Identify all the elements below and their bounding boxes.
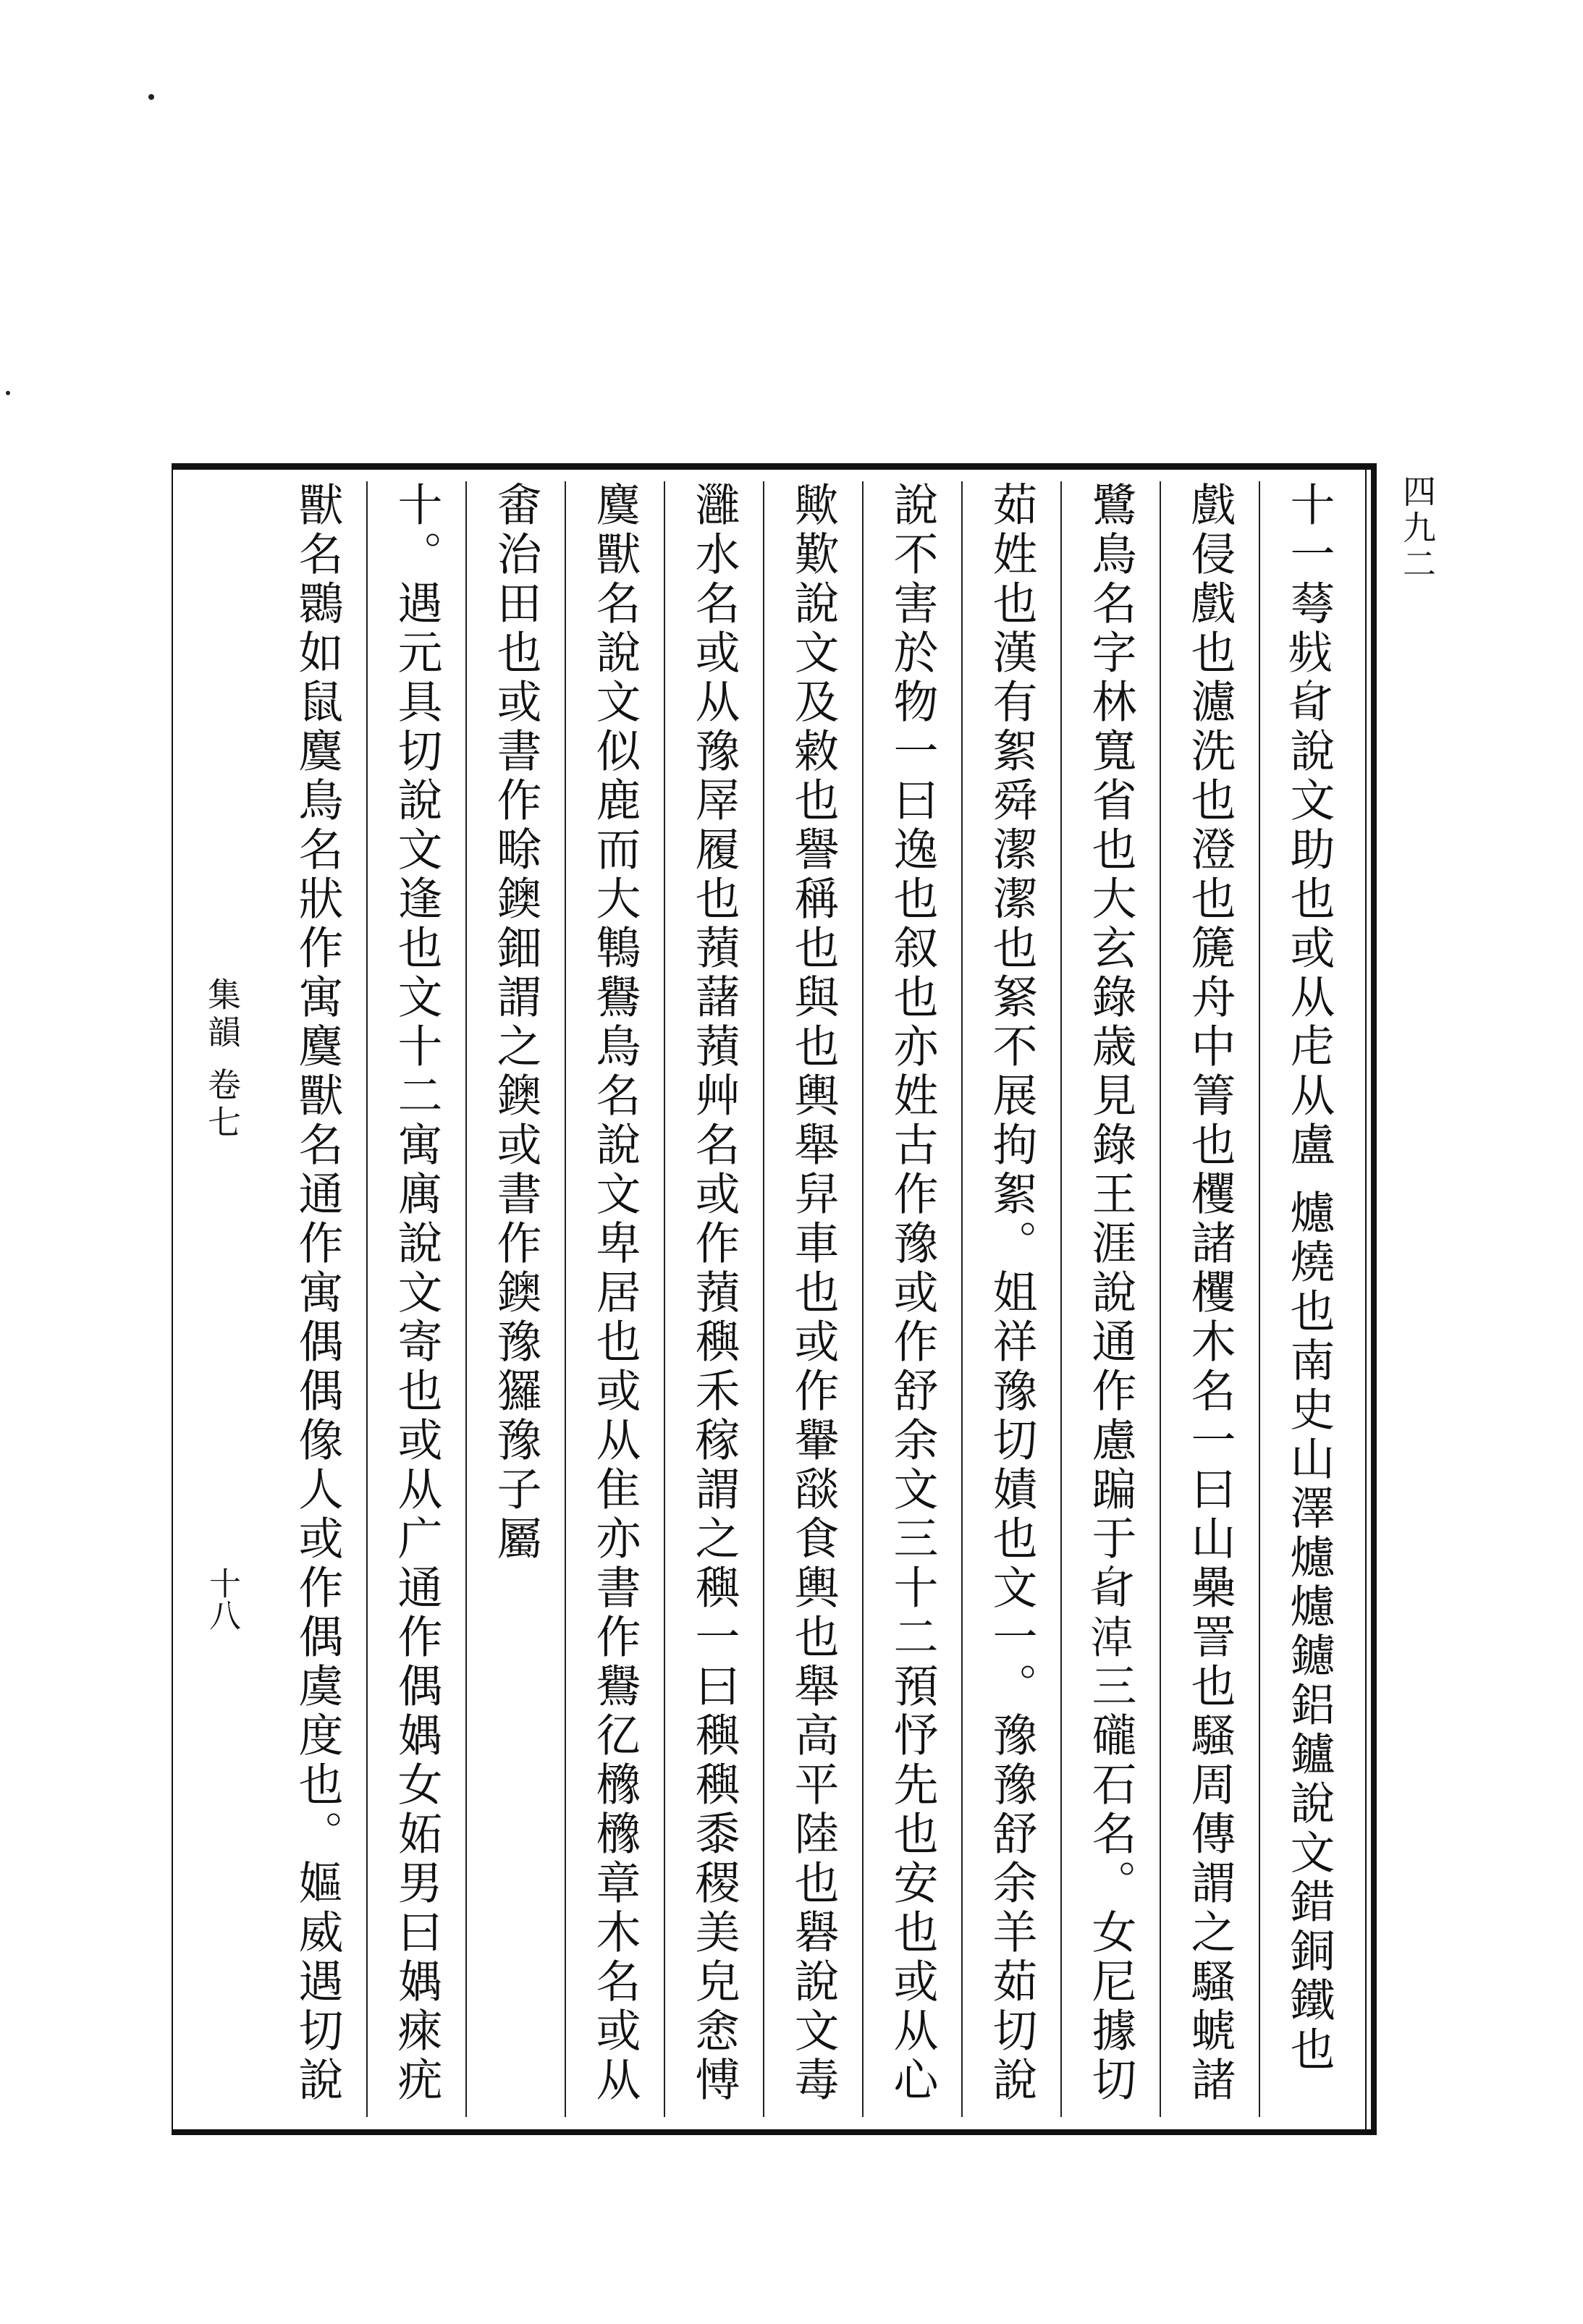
spine-label: 集韻 卷七: [203, 977, 242, 1143]
text-column: 十一䔢𢧁𣅞說文助也或从虍从盧 爈燒也南史山澤爈爈鑢鋁鑪說文錯銅鐵也: [1283, 481, 1335, 2075]
scan-speck: [6, 391, 10, 395]
text-column: 畬治田也或書作畭鐭鈿謂之鐭或書作鐭豫玀豫子屬: [467, 481, 566, 2117]
text-columns: [182, 481, 1358, 2117]
spine-fold-number: 十八: [203, 1567, 240, 1631]
text-column: 十。遇元具切說文逢也文十二寓庽說文寄也或从广通作偶媀女妬男曰媀㾢疣: [368, 481, 467, 2117]
text-column: 麌獸名說文似鹿而大鶽鸒鳥名說文卑居也或从隹亦書作鸒𢒼櫲櫲章木名或从: [566, 481, 665, 2117]
scan-speck: [148, 94, 154, 100]
text-column: 獸名䴉如鼠麌鳥名狀作寓麌獸名通作寓偶偶像人或作偶虞度也。嫗威遇切說: [269, 481, 368, 2117]
text-column: 歟歎說文及敹也譽稱也與也輿舉舁車也或作轝𦦨食輿也舉高平陸也礜說文毒: [764, 481, 864, 2117]
text-column: 鷺鳥名字林寬省也大玄錄歳見錄王涯說通作慮蹁于𣅞𣶃三礲石名。女尼據切: [1062, 481, 1161, 2117]
text-area: [182, 481, 1358, 2117]
text-column: 茹姓也漢有絮舜潔潔也䋈不展拘絮。姐祥豫切嫧也文一。豫豫舒余羊茹切說: [963, 481, 1062, 2117]
page-number: 四九二: [1398, 474, 1437, 583]
text-column: 戲侵戲也濾洗也澄也篪舟中箐也欔諸欔木名一曰山櫐詈也騷周傳謂之騷䗂諸: [1161, 481, 1260, 2117]
text-column: 灉水名或从豫屖履也蕷藷蕷艸名或作蕷穥禾稼謂之穥一曰穥穥黍稷美皃悆愽: [665, 481, 764, 2117]
text-column: 說不害於物一曰逸也叙也亦姓古作豫或作舒余文三十二預忬先也安也或从心: [864, 481, 963, 2117]
